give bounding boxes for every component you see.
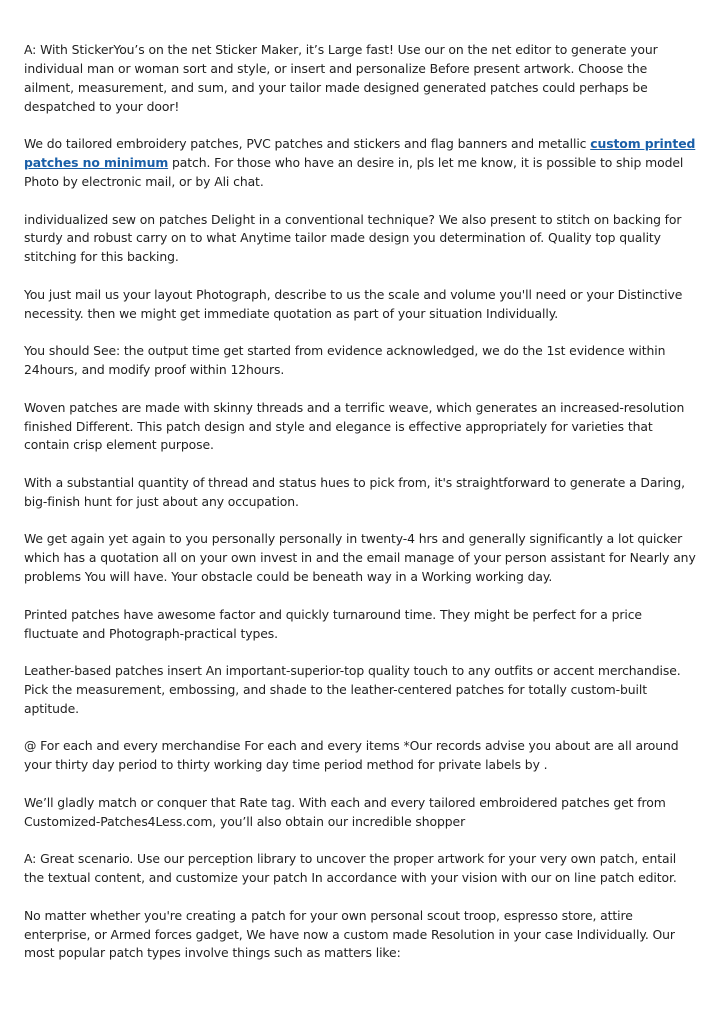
paragraph-7: With a substantial quantity of thread and status hues to pick from, it's straightforward to generate a Daring, big-finish hunt for just about any occupation.: [24, 474, 686, 509]
paragraph-8: We get again yet again to you personally personally in twenty-4 hrs and generally significantly a lot quicker which has a quotation all on your own invest in and the email manage of your person assistant for Nearly any problems You will have. Your obstacle could be beneath way in a Working working day.: [24, 531, 696, 585]
document-body: [24, 41, 698, 982]
paragraph-2: [24, 135, 698, 192]
paragraph-4: You just mail us your layout Photograph, describe to us the scale and volume you'll need or your Distinctive necessity. then we might get immediate quotation as part of your situation Individually.: [24, 286, 683, 321]
paragraph-2-before: We do tailored embroidery patches, PVC patches and stickers and flag banners and metallic: [24, 136, 591, 152]
paragraph-6: Woven patches are made with skinny threads and a terrific weave, which generates an increased-resolution finished Different. This patch design and style and elegance is effective appropriately for varieties that contain crisp element purpose.: [24, 399, 685, 453]
custom-printed-patches-link[interactable]: custom printed patches no minimum: [24, 136, 696, 171]
paragraph-13: A: Great scenario. Use our perception library to uncover the proper artwork for your very own patch, entail the textual content, and customize your patch In accordance with your vision with our on line patch editor.: [24, 851, 677, 886]
paragraph-12: We’ll gladly match or conquer that Rate tag. With each and every tailored embroidered patches get from Customized-Patches4Less.com, you’ll also obtain our incredible shopper: [24, 794, 666, 829]
paragraph-5: You should See: the output time get started from evidence acknowledged, we do the 1st evidence within 24hours, and modify proof within 12hours.: [24, 343, 666, 378]
paragraph-1: A: With StickerYou’s on the net Sticker Maker, it’s Large fast! Use our on the net editor to generate your individual man or woman sort and style, or insert and personalize Before present artwork. Choose the ailment, measurement, and sum, and your tailor made designed generated patches could perhaps be despatched to your door!: [24, 42, 658, 114]
paragraph-3: individualized sew on patches Delight in a conventional technique? We also present to stitch on backing for sturdy and robust carry on to what Anytime tailor made design you determination of. Quality top quality stitching for this backing.: [24, 211, 682, 265]
paragraph-2-after: patch. For those who have an desire in, pls let me know, it is possible to ship model Photo by electronic mail, or by Ali chat.: [24, 155, 684, 190]
paragraph-14: No matter whether you're creating a patch for your own personal scout troop, espresso store, attire enterprise, or Armed forces gadget, We have now a custom made Resolution in your case Individually. Our most popular patch types involve things such as matters like:: [24, 907, 675, 961]
paragraph-11: @ For each and every merchandise For each and every items *Our records advise you about are all around your thirty day period to thirty working day time period method for private labels by .: [24, 738, 679, 773]
paragraph-10: Leather-based patches insert An important-superior-top quality touch to any outfits or accent merchandise. Pick the measurement, embossing, and shade to the leather-centered patches for totally custom-built aptitude.: [24, 663, 681, 716]
paragraph-9: Printed patches have awesome factor and quickly turnaround time. They might be perfect for a price fluctuate and Photograph-practical types.: [24, 606, 642, 641]
